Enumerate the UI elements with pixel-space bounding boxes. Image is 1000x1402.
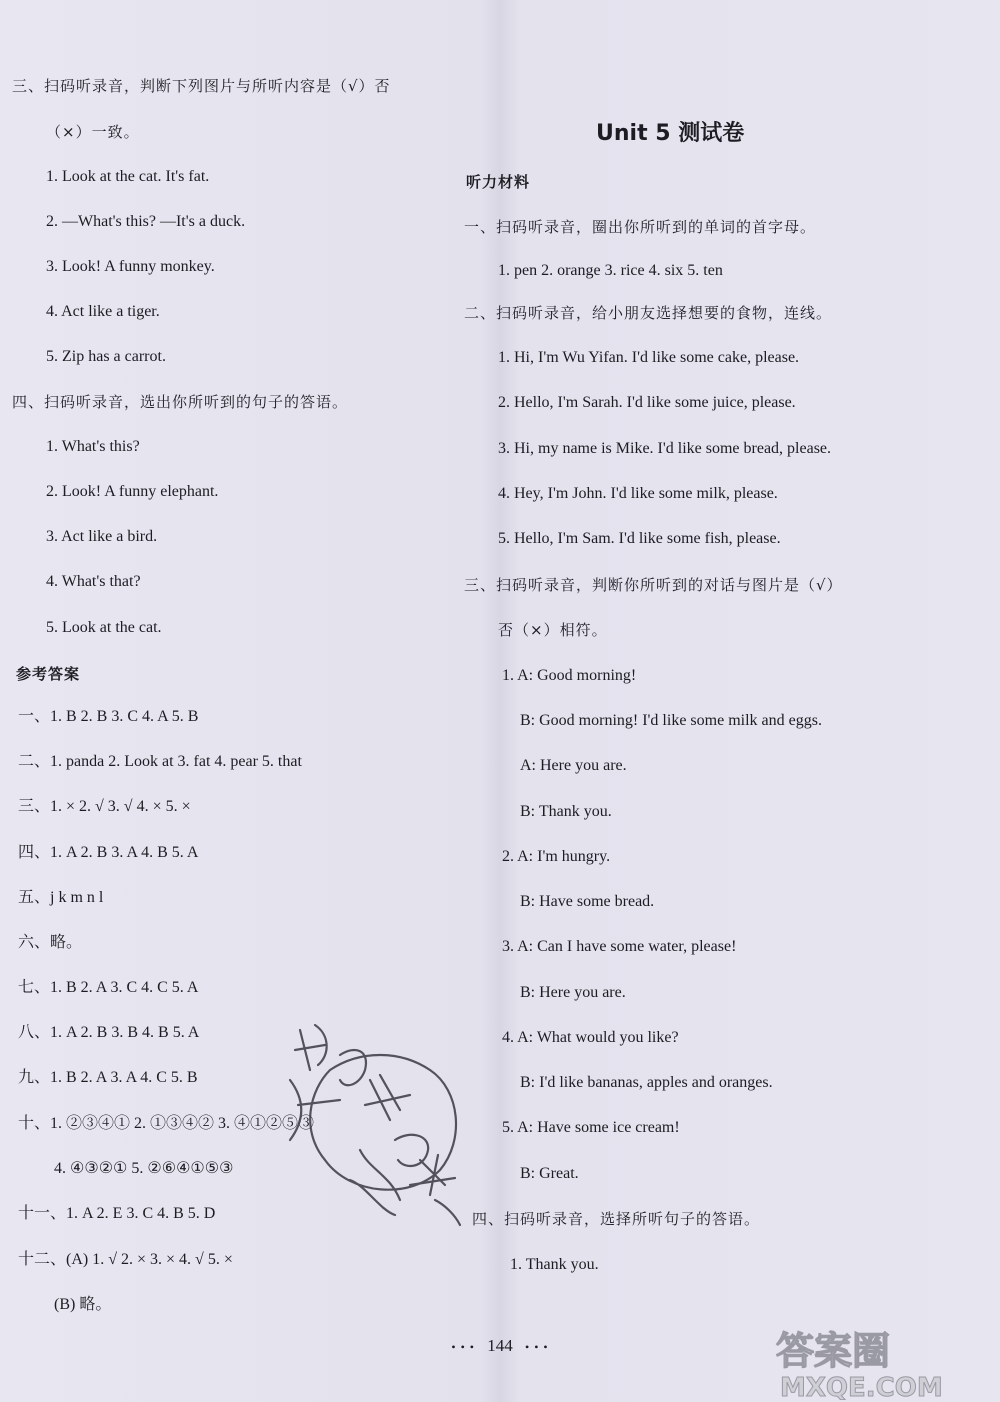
script-line: 2. —What's this? —It's a duck. <box>46 213 246 230</box>
script-line: B: Thank you. <box>520 803 612 820</box>
answer-line: 七、1. B 2. A 3. C 4. C 5. A <box>18 979 199 996</box>
script-line: B: Great. <box>520 1165 579 1182</box>
page-number: 144 <box>487 1336 513 1355</box>
script-line: B: Good morning! I'd like some milk and eggs. <box>520 712 822 729</box>
answer-line: 二、1. panda 2. Look at 3. fat 4. pear 5. that <box>18 753 302 770</box>
watermark-url: MXQE.COM <box>780 1373 943 1400</box>
answer-line: 八、1. A 2. B 3. B 4. B 5. A <box>18 1024 200 1041</box>
page-title: Unit 5 测试卷 <box>596 121 745 146</box>
script-line: 2. A: I'm hungry. <box>502 848 611 865</box>
answer-line: 四、1. A 2. B 3. A 4. B 5. A <box>18 844 199 861</box>
section-2-heading: 二、扫码听录音，给小朋友选择想要的食物，连线。 <box>464 304 833 322</box>
script-line: 1. pen 2. orange 3. rice 4. six 5. ten <box>498 262 723 279</box>
script-line: 4. What's that? <box>46 573 141 590</box>
script-line: 2. Hello, I'm Sarah. I'd like some juice, please. <box>498 394 796 411</box>
answer-line: 九、1. B 2. A 3. A 4. C 5. B <box>18 1069 198 1086</box>
section-1-heading: 一、扫码听录音，圈出你所听到的单词的首字母。 <box>464 218 817 236</box>
script-line: 1. What's this? <box>46 438 140 455</box>
answer-line: 十一、1. A 2. E 3. C 4. B 5. D <box>18 1205 216 1222</box>
script-line: 5. Zip has a carrot. <box>46 348 166 365</box>
answer-line: (B) 略。 <box>54 1296 112 1313</box>
footer-dots-right: • • • <box>525 1340 549 1354</box>
answer-line: 五、j k m n l <box>18 889 104 906</box>
answer-key-heading: 参考答案 <box>16 665 81 683</box>
script-line: 3. A: Can I have some water, please! <box>502 938 737 955</box>
script-line: 4. Hey, I'm John. I'd like some milk, please. <box>498 485 778 502</box>
section-4-heading: 四、扫码听录音，选择所听句子的答语。 <box>472 1210 761 1228</box>
script-line: 5. Hello, I'm Sam. I'd like some fish, please. <box>498 530 781 547</box>
script-line: B: I'd like bananas, apples and oranges. <box>520 1074 773 1091</box>
footer-dots-left: • • • <box>451 1340 475 1354</box>
listening-material-heading: 听力材料 <box>466 173 531 191</box>
section-3-heading: 三、扫码听录音，判断下列图片与所听内容是（√）否 <box>12 77 391 95</box>
script-line: 3. Act like a bird. <box>46 528 158 545</box>
answer-line: 一、1. B 2. B 3. C 4. A 5. B <box>18 708 199 725</box>
script-line: 4. Act like a tiger. <box>46 303 160 320</box>
script-line: 1. A: Good morning! <box>502 667 637 684</box>
script-line: B: Have some bread. <box>520 893 655 910</box>
script-line: 1. Look at the cat. It's fat. <box>46 168 210 185</box>
script-line: 3. Look! A funny monkey. <box>46 258 215 275</box>
answer-line: 十二、(A) 1. √ 2. × 3. × 4. √ 5. × <box>18 1251 233 1268</box>
script-line: 3. Hi, my name is Mike. I'd like some bread, please. <box>498 440 832 457</box>
answer-line: 4. ④③②① 5. ②⑥④①⑤③ <box>54 1160 234 1177</box>
script-line: A: Here you are. <box>520 757 627 774</box>
script-line: B: Here you are. <box>520 984 626 1001</box>
answer-line: 三、1. × 2. √ 3. √ 4. × 5. × <box>18 798 191 815</box>
script-line: 5. A: Have some ice cream! <box>502 1119 680 1136</box>
script-line: 4. A: What would you like? <box>502 1029 679 1046</box>
section-4-heading: 四、扫码听录音，选出你所听到的句子的答语。 <box>12 393 349 411</box>
script-line: 2. Look! A funny elephant. <box>46 483 219 500</box>
handwritten-stamp-scribble <box>270 1010 470 1230</box>
script-line: 1. Thank you. <box>510 1256 599 1273</box>
script-line: 1. Hi, I'm Wu Yifan. I'd like some cake, please. <box>498 349 800 366</box>
watermark-logo <box>770 1320 990 1400</box>
section-3-heading: 三、扫码听录音，判断你所听到的对话与图片是（√） <box>464 576 843 594</box>
watermark-title: 答案圈 <box>776 1329 891 1373</box>
section-3-heading-cont: （×）一致。 <box>46 123 140 141</box>
answer-line: 六、略。 <box>18 934 83 951</box>
script-line: 5. Look at the cat. <box>46 619 162 636</box>
answer-line: 十、1. ②③④① 2. ①③④② 3. ④①②⑤③ <box>18 1115 315 1132</box>
section-3-heading-cont: 否（×）相符。 <box>498 621 608 639</box>
